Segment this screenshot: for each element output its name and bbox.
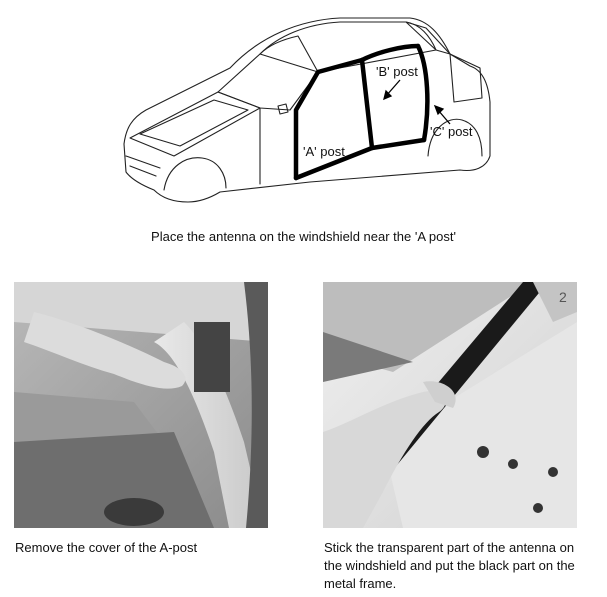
b-post-label: 'B' post [376, 64, 418, 79]
corner-number: 2 [559, 289, 567, 305]
b-post-line [362, 60, 372, 148]
right-caption: Stick the transparent part of the antenna on the windshield and put the black part on the metal frame. [324, 540, 575, 591]
c-post-line [418, 46, 427, 140]
frame-hole [477, 446, 489, 458]
door-top-line [318, 60, 362, 72]
photo-remove-a-post-cover [14, 282, 268, 528]
car-hood [130, 92, 260, 156]
top-caption: Place the antenna on the windshield near the 'A post' [151, 229, 456, 244]
left-caption: Remove the cover of the A-post [15, 540, 198, 555]
car-post-diagram [110, 6, 500, 216]
a-post-label: 'A' post [303, 144, 345, 159]
c-post-label: 'C' post [430, 124, 473, 139]
car-front-wheel-arch [164, 158, 226, 190]
rear-door-top-line [362, 46, 418, 60]
air-vent [104, 498, 164, 526]
car-rear-window [406, 22, 450, 54]
a-post-line [296, 72, 318, 178]
photo-stick-antenna [323, 282, 577, 528]
